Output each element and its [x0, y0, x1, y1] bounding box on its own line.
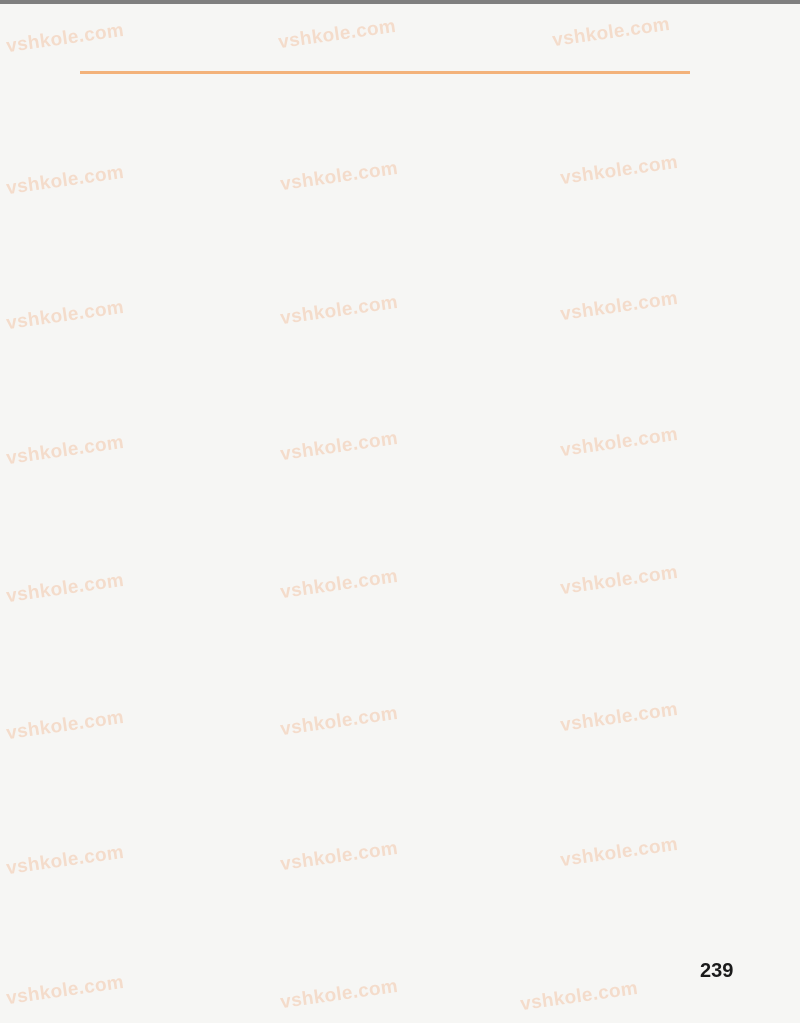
- watermark: vshkole.com: [559, 833, 680, 872]
- watermark: vshkole.com: [279, 427, 400, 466]
- watermark: vshkole.com: [5, 569, 126, 608]
- watermark: vshkole.com: [5, 431, 126, 470]
- watermark: vshkole.com: [279, 975, 400, 1014]
- watermark: vshkole.com: [279, 702, 400, 741]
- watermark: vshkole.com: [279, 565, 400, 604]
- top-border: [0, 0, 800, 4]
- watermark: vshkole.com: [279, 837, 400, 876]
- watermark: vshkole.com: [5, 161, 126, 200]
- watermark: vshkole.com: [5, 706, 126, 745]
- watermark: vshkole.com: [5, 19, 126, 58]
- watermark: vshkole.com: [277, 15, 398, 54]
- watermark: vshkole.com: [5, 296, 126, 335]
- watermark: vshkole.com: [279, 291, 400, 330]
- watermark: vshkole.com: [559, 423, 680, 462]
- watermark: vshkole.com: [279, 157, 400, 196]
- watermark: vshkole.com: [559, 561, 680, 600]
- watermark: vshkole.com: [559, 287, 680, 326]
- watermark: vshkole.com: [559, 698, 680, 737]
- watermark: vshkole.com: [5, 971, 126, 1010]
- watermark: vshkole.com: [5, 841, 126, 880]
- page-number: 239: [700, 960, 734, 982]
- watermark: vshkole.com: [559, 151, 680, 190]
- watermark: vshkole.com: [519, 977, 640, 1016]
- header-rule: [80, 71, 690, 74]
- watermark: vshkole.com: [551, 13, 672, 52]
